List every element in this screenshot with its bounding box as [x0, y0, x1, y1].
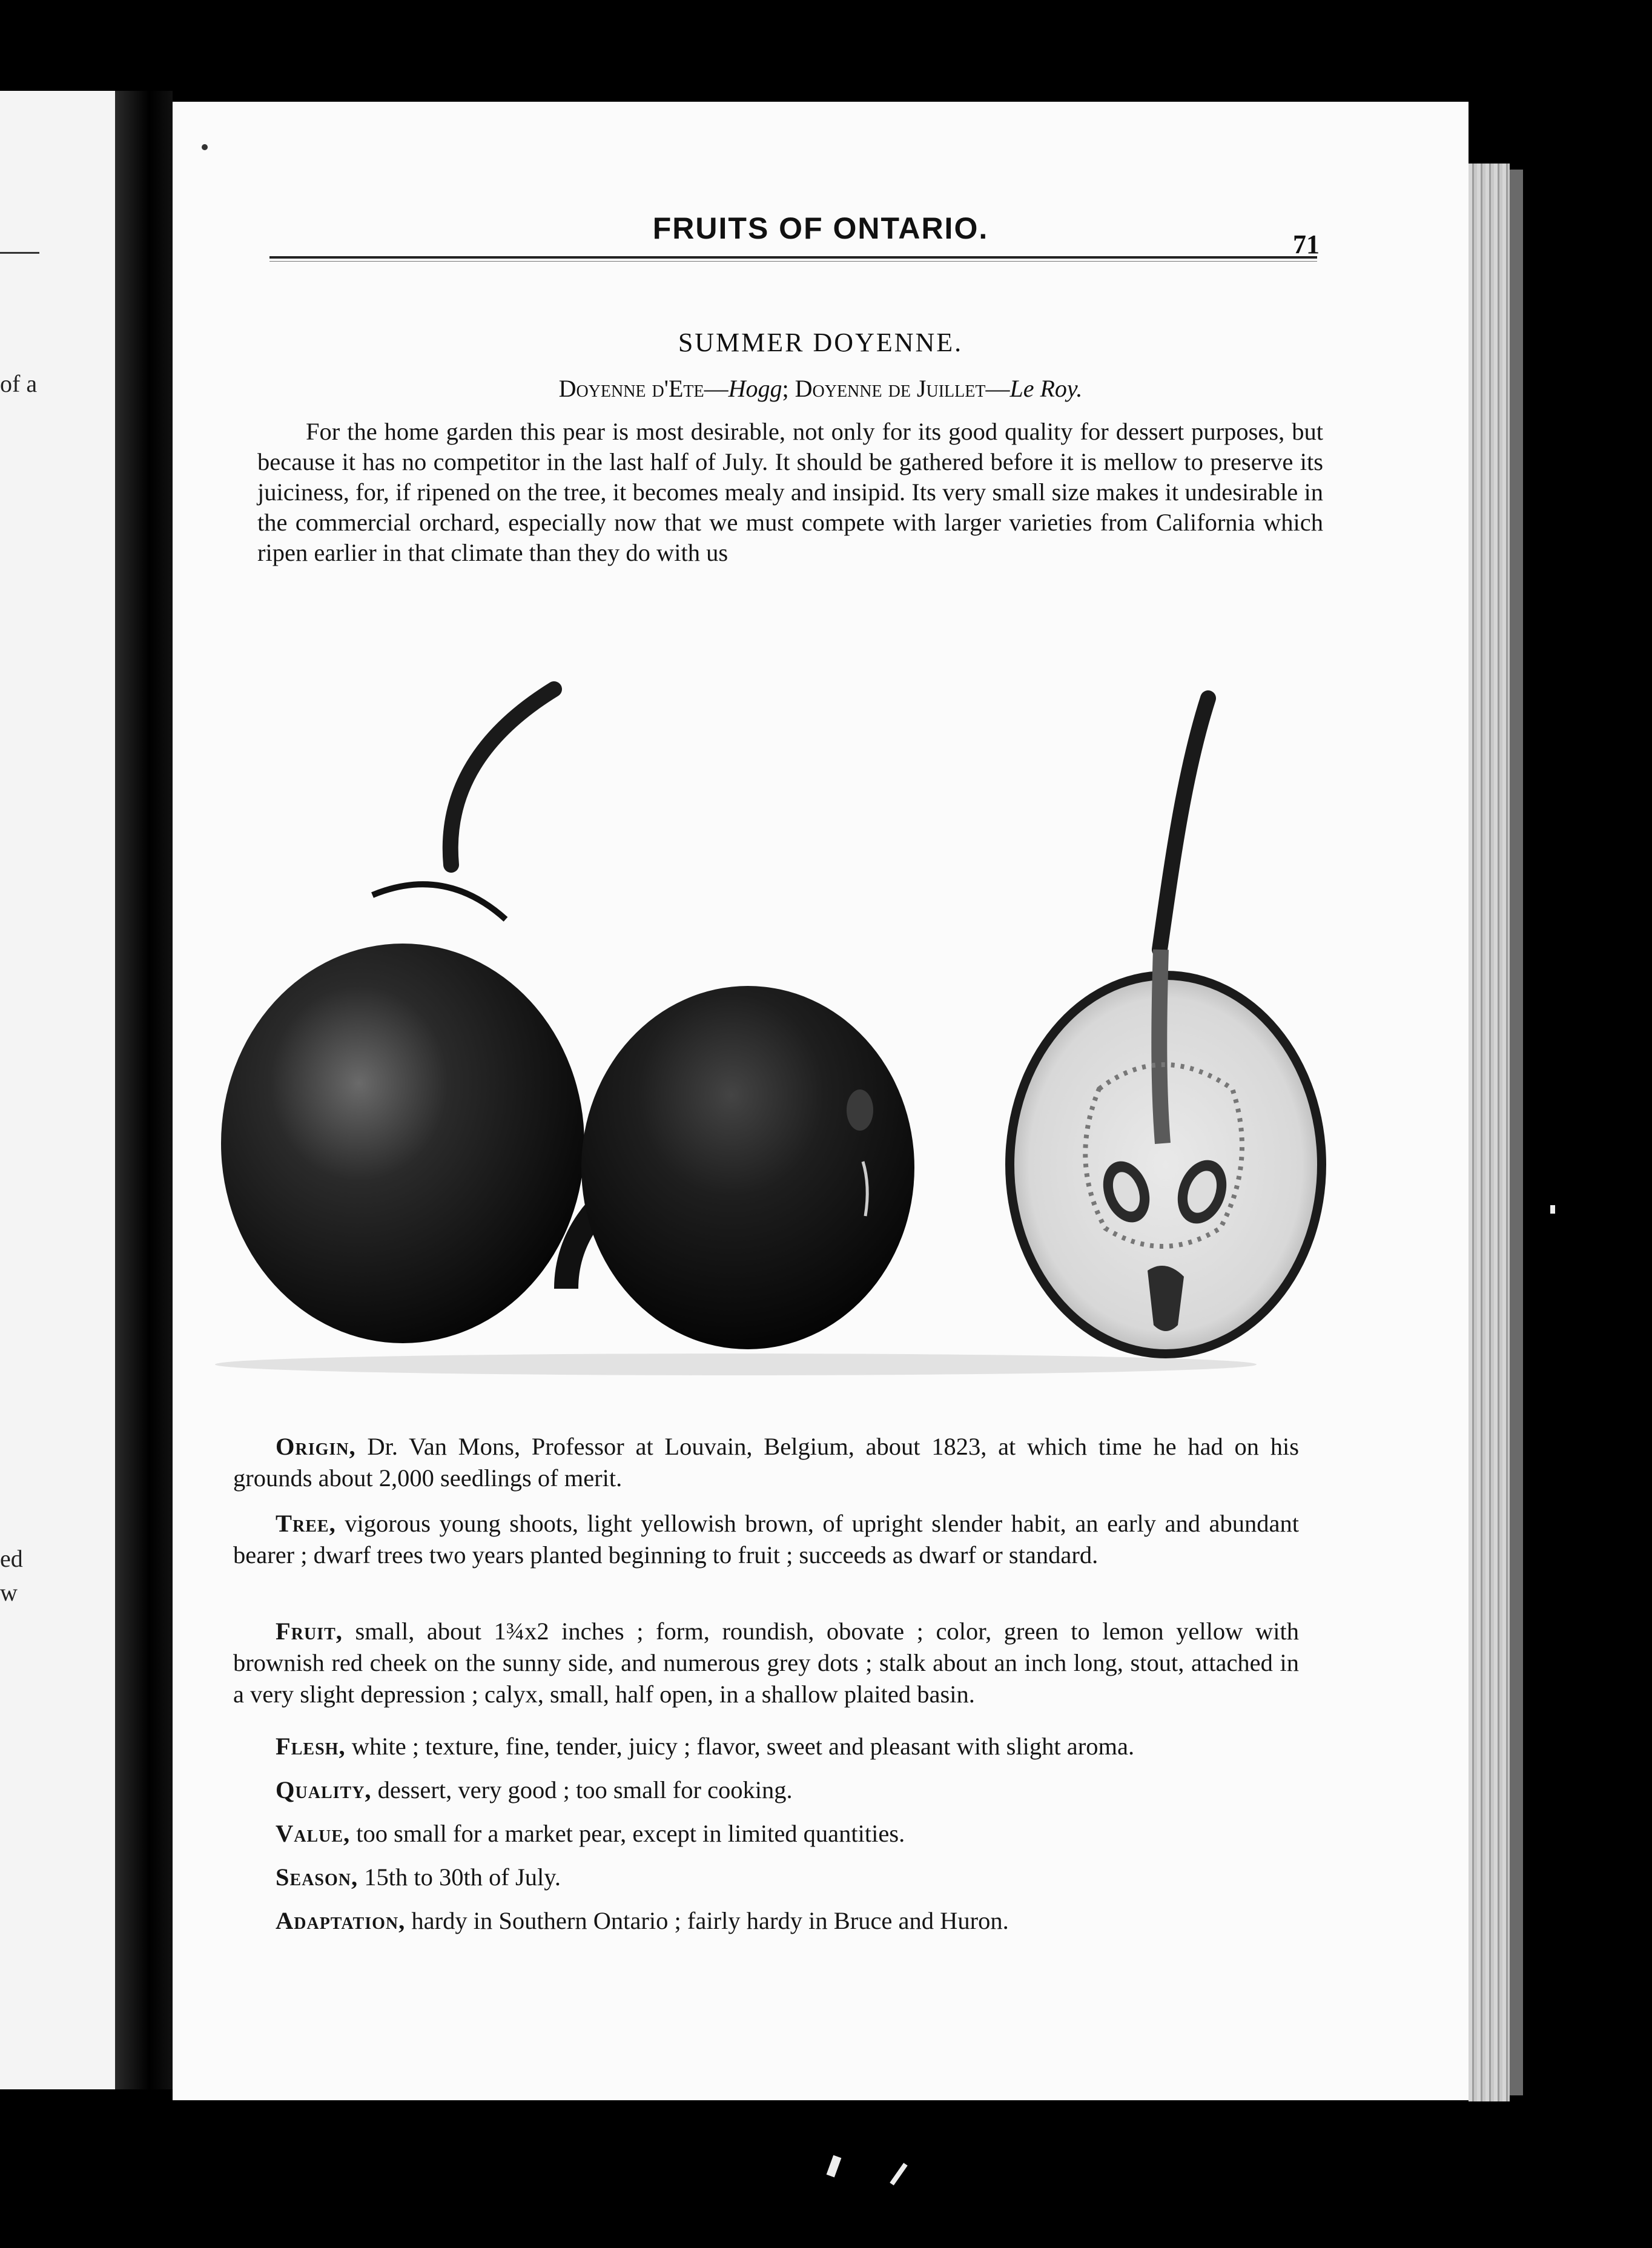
intro-paragraph: For the home garden this pear is most desirable, not only for its good quality for dessert purposes, but because it has no competitor in the last half of July. It should be gathered before it is mellow to preserve its juiciness, for, if ripened on the tree, it becomes mealy and insipid. Its very small size makes it undesirable in the commercial orchard, especially now that we must compete with larger varieties from California which ripen earlier in that climate than they do with us: [257, 418, 1323, 566]
book-spine: [115, 91, 173, 2089]
entry-field-quality: Quality, dessert, very good ; too small for cooking.: [276, 1776, 793, 1803]
halved-pear-right: [1005, 698, 1326, 1358]
synonym-1-author: Hogg: [728, 375, 782, 402]
entry-title: SUMMER DOYENNE.: [678, 328, 963, 357]
whole-pear-middle: [581, 986, 914, 1349]
facing-page-rule: [0, 252, 39, 254]
synonym-2: Doyenne de Juillet: [795, 375, 986, 402]
scan-speck: [202, 144, 208, 150]
synonym-2-author: Le Roy.: [1009, 375, 1083, 402]
entry-field-flesh: Flesh, white ; texture, fine, tender, juicy ; flavor, sweet and pleasant with slight aroma.: [276, 1733, 1135, 1760]
facing-page-fragment: w: [0, 1579, 18, 1606]
entry-field-tree: Tree, vigorous young shoots, light yellowish brown, of upright slender habit, an early and abundant bearer ; dwarf trees two years planted beginning to fruit ; succeeds as dwarf or standard.: [233, 1510, 1299, 1569]
book-page: [173, 102, 1469, 2100]
header-rule: [269, 256, 1317, 259]
table-shadow: [215, 1354, 1257, 1375]
pear-photograph: [191, 665, 1366, 1422]
scan-artifact: [1550, 1205, 1555, 1214]
page-stack-shadow: [1510, 170, 1523, 2095]
entry-field-fruit: Fruit, small, about 1¾x2 inches ; form, roundish, obovate ; color, green to lemon yellow with brownish red cheek on the sunny side, and numerous grey dots ; stalk about an inch long, stout, attached in a very slight depression ; calyx, small, half open, in a shallow plaited basin.: [233, 1618, 1299, 1708]
whole-pear-left: [221, 689, 584, 1343]
entry-field-season: Season, 15th to 30th of July.: [276, 1863, 561, 1891]
synonym-1: Doyenne d'Ete: [558, 375, 704, 402]
entry-field-origin: Origin, Dr. Van Mons, Professor at Louvain, Belgium, about 1823, at which time he had on his grounds about 2,000 seedlings of merit.: [233, 1433, 1299, 1492]
page-number: 71: [1293, 230, 1320, 259]
facing-page-left: [0, 91, 115, 2089]
running-head: FRUITS OF ONTARIO.: [652, 211, 989, 245]
entry-field-value: Value, too small for a market pear, except in limited quantities.: [276, 1820, 905, 1847]
header-rule-thin: [269, 261, 1317, 262]
scan-artifact: [890, 2163, 907, 2185]
entry-field-adaptation: Adaptation, hardy in Southern Ontario ; fairly hardy in Bruce and Huron.: [276, 1907, 1009, 1934]
facing-page-fragment: ed: [0, 1545, 23, 1572]
scan-artifact: [827, 2155, 842, 2178]
page-stack-edge: [1469, 164, 1510, 2101]
entry-synonyms: Doyenne d'Ete—Hogg; Doyenne de Juillet—Le Roy.: [558, 375, 1083, 402]
facing-page-fragment: of a: [0, 370, 38, 397]
